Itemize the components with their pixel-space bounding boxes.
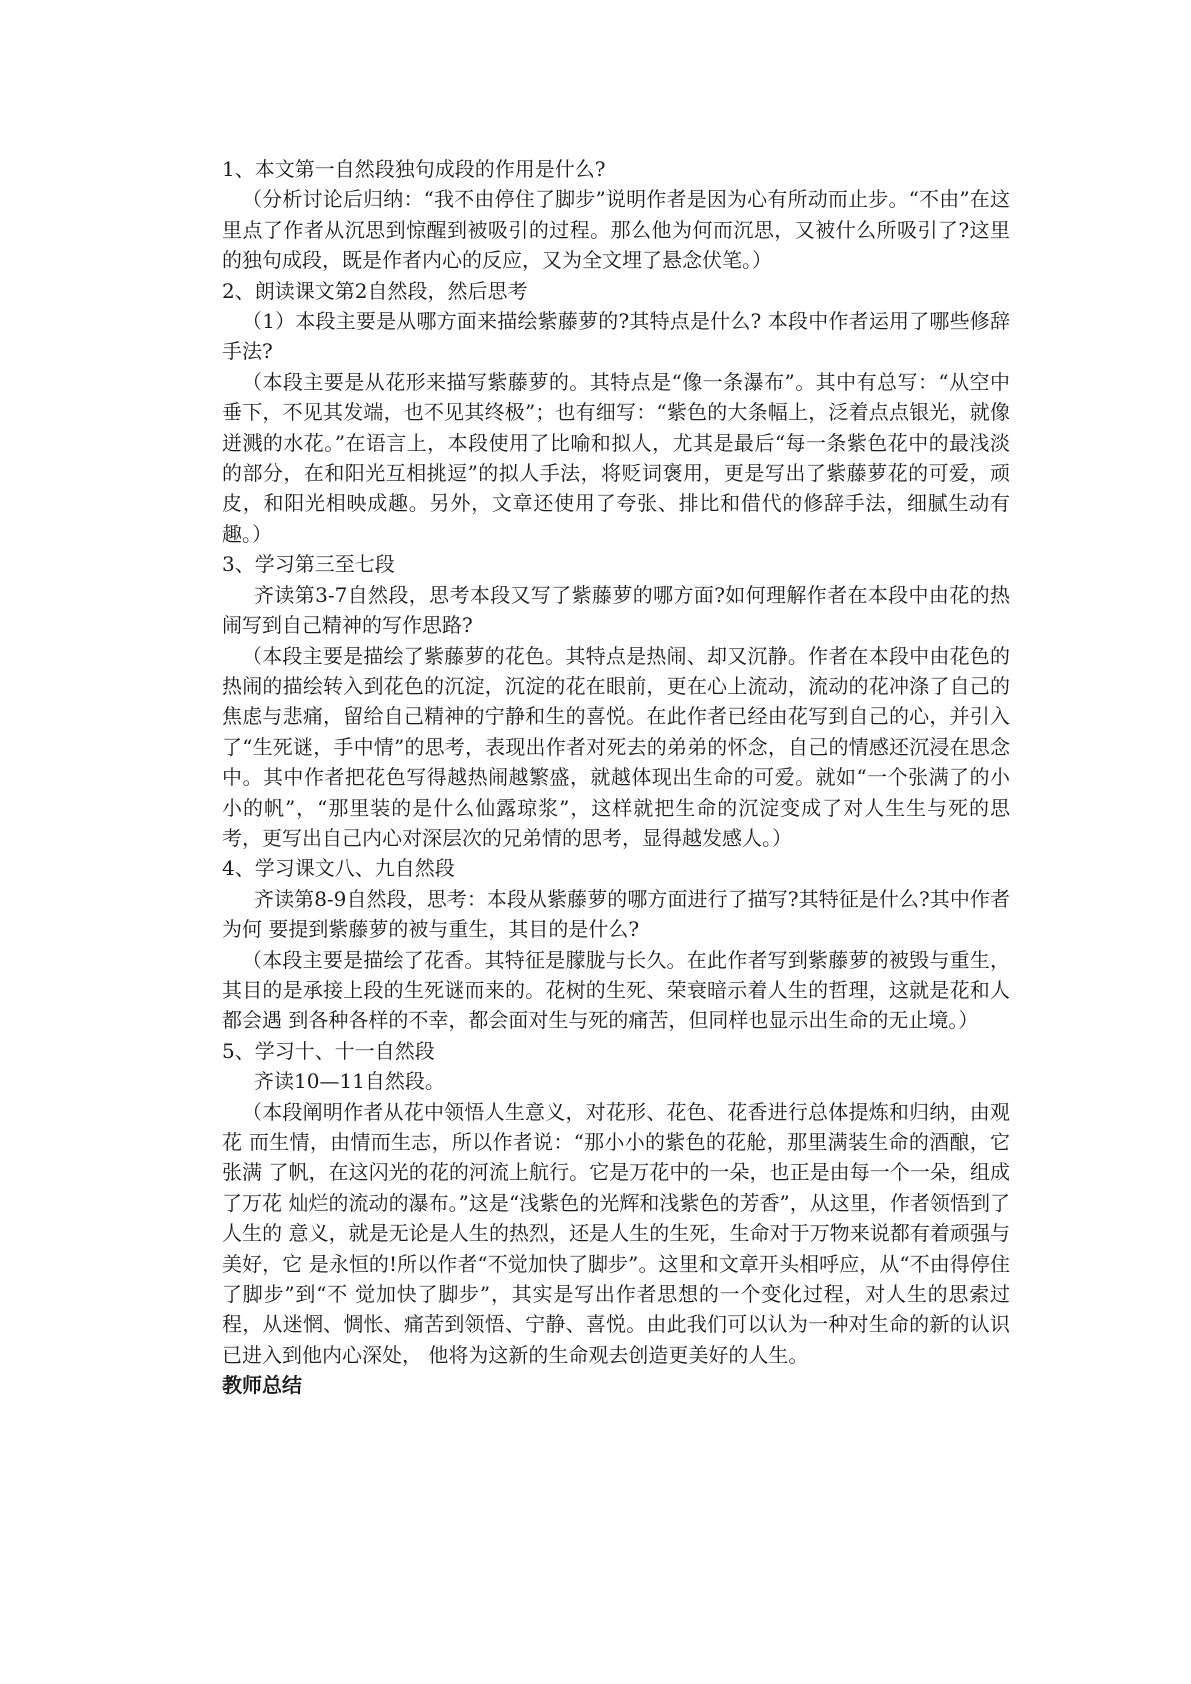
question-5: 5、学习十、十一自然段 bbox=[222, 1038, 435, 1063]
answer-5: （本段阐明作者从花中领悟人生意义，对花形、花色、花香进行总体提炼和归纳，由观花 而生情，由情而生志，所以作者说：“那小小的紫色的花舱，那里满装生命的酒酿，它张满 了帆，在这闪光的花的河流上航行。它是万花中的一朵，也正是由每一个一朵，组成了万花 灿烂的流动的瀑布。”这是“浅紫色的光辉和浅紫色的芳香”，从这里，作者领悟到了人生的 意义，就是无论是人生的热烈，还是人生的生死，生命对于万物来说都有着顽强与美好，它 是永恒的!所以作者“不觉加快了脚步”。这里和文章开头相呼应，从“不由得停住了脚步”到“不 觉加快了脚步”，其实是写出作者思想的一个变化过程，对人生的思索过程，从迷惘、惆怅、痛苦到领悟、宁静、喜悦。由此我们可以认为一种对生命的新的认识已进入到他内心深处， 他将为这新的生命观去创造更美好的人生。 bbox=[222, 1099, 1010, 1367]
prompt-4: 齐读第8-9自然段，思考：本段从紫藤萝的哪方面进行了描写?其特征是什么?其中作者为何 要提到紫藤萝的被与重生，其目的是什么? bbox=[222, 886, 1010, 942]
question-3: 3、学习第三至七段 bbox=[222, 552, 395, 577]
document-body bbox=[222, 154, 1010, 1401]
answer-2: （本段主要是从花形来描写紫藤萝的。其特点是“像一条瀑布”。其中有总写：“从空中垂下，不见其发端，也不见其终极”；也有细写：“紫色的大条幅上，泛着点点银光，就像迸溅的水花。”在语言上，本段使用了比喻和拟人，尤其是最后“每一条紫色花中的最浅淡的部分，在和阳光互相挑逗”的拟人手法，将贬词褒用，更是写出了紫藤萝花的可爱，顽皮，和阳光相映成趣。另外，文章还使用了夸张、排比和借代的修辞手法，细腻生动有趣。） bbox=[222, 369, 1010, 546]
question-4: 4、学习课文八、九自然段 bbox=[222, 856, 455, 881]
question-2: 2、朗读课文第2自然段，然后思考 bbox=[222, 278, 528, 303]
teacher-summary-heading: 教师总结 bbox=[222, 1373, 302, 1398]
answer-4: （本段主要是描绘了花香。其特征是朦胧与长久。在此作者写到紫藤萝的被毁与重生，其目的是承接上段的生死谜而来的。花树的生死、荣衰暗示着人生的哲理，这就是花和人都会遇 到各种各样的不幸，都会面对生与死的痛苦，但同样也显示出生命的无止境。） bbox=[222, 947, 1010, 1033]
answer-3: （本段主要是描绘了紫藤萝的花色。其特点是热闹、却又沉静。作者在本段中由花色的热闹的描绘转入到花色的沉淀，沉淀的花在眼前，更在心上流动，流动的花冲涤了自己的焦虑与悲痛，留给自己精神的宁静和生的喜悦。在此作者已经由花写到自己的心，并引入了“生死谜，手中情”的思考，表现出作者对死去的弟弟的怀念，自己的情感还沉浸在思念中。其中作者把花色写得越热闹越繁盛，就越体现出生命的可爱。就如“一个张满了的小小的帆”，“那里装的是什么仙露琼浆”，这样就把生命的沉淀变成了对人生生与死的思考，更写出自己内心对深层次的兄弟情的思考，显得越发感人。） bbox=[222, 643, 1010, 850]
question-1: 1、本文第一自然段独句成段的作用是什么? bbox=[222, 157, 606, 181]
sub-question-2-1: （1）本段主要是从哪方面来描绘紫藤萝的?其特点是什么? 本段中作者运用了哪些修辞手法? bbox=[222, 309, 1010, 364]
prompt-3: 齐读第3-7自然段，思考本段又写了紫藤萝的哪方面?如何理解作者在本段中由花的热闹写到自己精神的写作思路? bbox=[222, 582, 1010, 638]
answer-1: （分析讨论后归纳：“我不由停住了脚步”说明作者是因为心有所动而止步。“不由”在这里点了作者从沉思到惊醒到被吸引的过程。那么他为何而沉思，又被什么所吸引了?这里的独句成段，既是作者内心的反应，又为全文埋了悬念伏笔。） bbox=[222, 187, 1010, 273]
prompt-5: 齐读10—11自然段。 bbox=[254, 1069, 445, 1094]
